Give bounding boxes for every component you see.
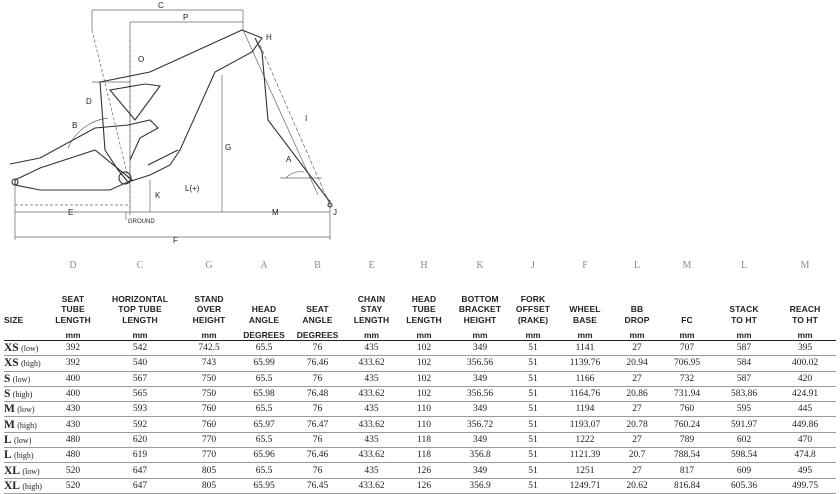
size-cell (4, 371, 46, 386)
column-letter: M (800, 259, 810, 271)
size-variant: (low) (17, 405, 35, 415)
column-letter: L (740, 259, 748, 271)
table-cell: 27 (614, 402, 660, 417)
column-letter: A (260, 259, 268, 271)
table-cell: 400 (46, 386, 100, 401)
table-cell: 567 (100, 371, 180, 386)
table-cell: 65.5 (238, 463, 290, 478)
column-header-line (290, 294, 345, 305)
column-header-line: BB (630, 304, 644, 314)
table-cell: 27 (614, 341, 660, 356)
table-cell: 433.62 (345, 478, 398, 493)
table-cell: 430 (46, 402, 100, 417)
column-header-line: SEAT (306, 304, 329, 314)
table-cell: 433.62 (345, 417, 398, 432)
units-row (4, 327, 836, 341)
size-cell (4, 402, 46, 417)
size-label: XS (4, 342, 19, 355)
table-cell: 1141 (556, 341, 614, 356)
column-unit: DEGREES (238, 327, 290, 341)
column-header-line: WHEEL (569, 304, 601, 314)
table-cell: 76 (290, 402, 345, 417)
table-cell: 126 (398, 478, 450, 493)
column-unit: mm (398, 327, 450, 341)
table-cell: 760 (180, 417, 238, 432)
size-label: L (4, 433, 12, 446)
table-cell: 602 (714, 432, 774, 447)
column-header (510, 276, 556, 327)
table-cell: 356.9 (450, 478, 510, 493)
table-cell: 565 (100, 386, 180, 401)
column-header (238, 276, 290, 327)
table-row (4, 478, 836, 493)
table-cell: 102 (398, 341, 450, 356)
table-cell: 620 (100, 432, 180, 447)
table-row (4, 448, 836, 463)
column-letter: K (476, 259, 484, 271)
table-cell: 118 (398, 448, 450, 463)
label-i: I (305, 114, 308, 123)
table-cell: 605.36 (714, 478, 774, 493)
column-header-line: DROP (624, 314, 650, 325)
table-cell: 20.94 (614, 356, 660, 371)
table-cell: 110 (398, 402, 450, 417)
table-cell: 1164.76 (556, 386, 614, 401)
table-cell: 520 (46, 463, 100, 478)
table-cell: 110 (398, 417, 450, 432)
column-letter: C (136, 259, 144, 271)
table-cell: 76 (290, 432, 345, 447)
table-cell: 595 (714, 402, 774, 417)
column-header (290, 276, 345, 327)
table-cell: 474.8 (774, 448, 836, 463)
column-header-line: LENGTH (122, 314, 158, 325)
table-cell: 420 (774, 371, 836, 386)
column-header-line: STAY (360, 304, 383, 314)
size-variant: (low) (21, 344, 39, 354)
column-header-line: OVER (196, 304, 222, 314)
column-letter: F (582, 259, 588, 271)
column-header-line: (RAKE) (517, 314, 549, 325)
table-cell: 51 (510, 432, 556, 447)
column-header (345, 276, 398, 327)
letter-spacer (4, 254, 46, 276)
column-letter: M (682, 259, 692, 271)
label-j: J (333, 208, 337, 217)
table-cell: 435 (345, 432, 398, 447)
column-unit: mm (614, 327, 660, 341)
table-cell: 430 (46, 417, 100, 432)
column-header-line: ANGLE (302, 314, 333, 325)
column-header-line: STAND (194, 293, 224, 304)
size-variant: (low) (22, 466, 40, 476)
column-unit: mm (774, 327, 836, 341)
table-cell: 1139.76 (556, 356, 614, 371)
column-unit: mm (714, 327, 774, 341)
table-cell: 65.96 (238, 448, 290, 463)
table-cell: 392 (46, 341, 100, 356)
column-header-line: HEAD (251, 304, 277, 314)
table-row (4, 432, 836, 447)
table-row (4, 341, 836, 356)
table-cell: 805 (180, 463, 238, 478)
table-cell: 1166 (556, 371, 614, 386)
size-label: XL (4, 479, 20, 492)
table-cell: 707 (660, 341, 714, 356)
size-header: SIZE (4, 314, 24, 325)
table-cell: 435 (345, 402, 398, 417)
size-variant: (high) (12, 390, 33, 400)
table-cell: 598.54 (714, 448, 774, 463)
table-cell: 583.86 (714, 386, 774, 401)
column-header-line (774, 294, 836, 305)
size-label: M (4, 418, 15, 431)
table-cell: 424.91 (774, 386, 836, 401)
column-header-line: BASE (572, 314, 598, 325)
table-cell: 65.97 (238, 417, 290, 432)
column-unit: mm (100, 327, 180, 341)
table-cell: 789 (660, 432, 714, 447)
column-header-line: FORK (520, 293, 546, 304)
size-variant: (high) (17, 420, 37, 430)
column-letter: D (69, 259, 77, 271)
table-row (4, 371, 836, 386)
column-header (46, 276, 100, 327)
column-header-line: HEIGHT (192, 314, 226, 325)
label-p: P (183, 13, 189, 22)
table-cell: 392 (46, 356, 100, 371)
table-cell: 805 (180, 478, 238, 493)
label-o: O (138, 55, 145, 64)
table-cell: 647 (100, 478, 180, 493)
table-row (4, 463, 836, 478)
column-header-line: HEIGHT (463, 314, 497, 325)
table-cell: 65.95 (238, 478, 290, 493)
column-header-line: TOP TUBE (118, 304, 162, 314)
table-cell: 743 (180, 356, 238, 371)
table-cell: 499.75 (774, 478, 836, 493)
table-cell: 480 (46, 448, 100, 463)
column-unit: mm (46, 327, 100, 341)
table-cell: 750 (180, 386, 238, 401)
table-cell: 480 (46, 432, 100, 447)
column-header-line: HEAD (411, 293, 437, 304)
column-header (660, 276, 714, 327)
geometry-table (4, 254, 836, 494)
table-cell: 65.99 (238, 356, 290, 371)
column-header-line: REACH (789, 304, 821, 314)
table-cell: 65.5 (238, 402, 290, 417)
table-cell: 118 (398, 432, 450, 447)
column-header-line: TUBE (61, 304, 85, 314)
label-c: C (158, 1, 164, 10)
table-cell: 587 (714, 341, 774, 356)
table-cell: 349 (450, 463, 510, 478)
column-header-line: BRACKET (458, 304, 502, 314)
table-cell: 731.94 (660, 386, 714, 401)
table-cell: 76.47 (290, 417, 345, 432)
table-cell: 102 (398, 371, 450, 386)
table-cell: 51 (510, 463, 556, 478)
column-letter: B (314, 259, 321, 271)
table-cell: 20.86 (614, 386, 660, 401)
column-unit: mm (180, 327, 238, 341)
table-cell: 1194 (556, 402, 614, 417)
column-header-line: TO HT (731, 314, 757, 325)
table-cell: 51 (510, 417, 556, 432)
table-cell: 76.46 (290, 448, 345, 463)
column-header-line (614, 294, 660, 305)
column-header-line: TO HT (792, 314, 818, 325)
table-cell: 356.56 (450, 386, 510, 401)
table-cell: 742.5 (180, 341, 238, 356)
column-unit: mm (510, 327, 556, 341)
table-cell: 760.24 (660, 417, 714, 432)
table-cell: 435 (345, 463, 398, 478)
table-cell: 356.8 (450, 448, 510, 463)
table-cell: 1193.07 (556, 417, 614, 432)
column-header-line: HORIZONTAL (111, 293, 169, 304)
table-cell: 817 (660, 463, 714, 478)
table-cell: 435 (345, 371, 398, 386)
table-cell: 76.45 (290, 478, 345, 493)
table-cell: 591.97 (714, 417, 774, 432)
table-cell: 445 (774, 402, 836, 417)
column-header (180, 276, 238, 327)
size-cell (4, 463, 46, 478)
column-header-line: LENGTH (406, 314, 442, 325)
table-cell: 51 (510, 478, 556, 493)
table-row (4, 356, 836, 371)
table-cell: 619 (100, 448, 180, 463)
table-cell: 76 (290, 341, 345, 356)
column-header-line (238, 294, 290, 305)
diagram-labels (68, 1, 337, 245)
table-cell: 770 (180, 432, 238, 447)
table-cell: 76.48 (290, 386, 345, 401)
table-cell: 542 (100, 341, 180, 356)
table-cell: 27 (614, 371, 660, 386)
table-cell: 356.72 (450, 417, 510, 432)
size-variant: (low) (12, 374, 31, 384)
label-e: E (68, 208, 74, 217)
table-cell: 433.62 (345, 356, 398, 371)
column-header-line: CHAIN (357, 293, 386, 304)
column-header (614, 276, 660, 327)
table-cell: 760 (180, 402, 238, 417)
size-cell (4, 432, 46, 447)
column-header-line: ANGLE (248, 314, 280, 325)
column-header-line (556, 294, 614, 305)
table-cell: 27 (614, 432, 660, 447)
column-header (774, 276, 836, 327)
table-cell: 65.98 (238, 386, 290, 401)
column-header-line: BOTTOM (461, 293, 499, 304)
column-header (450, 276, 510, 327)
table-cell: 584 (714, 356, 774, 371)
dimension-lines (15, 10, 330, 240)
table-cell: 51 (510, 371, 556, 386)
table-cell: 400.02 (774, 356, 836, 371)
table-cell: 592 (100, 417, 180, 432)
table-cell: 349 (450, 402, 510, 417)
label-k: K (155, 191, 161, 200)
column-header-line (714, 294, 774, 305)
table-row (4, 386, 836, 401)
column-letter: G (205, 259, 213, 271)
table-cell: 706.95 (660, 356, 714, 371)
size-variant: (high) (14, 451, 34, 461)
geometry-table-body (4, 254, 836, 493)
table-cell: 51 (510, 448, 556, 463)
table-cell: 1251 (556, 463, 614, 478)
column-unit: DEGREES (290, 327, 345, 341)
table-cell: 788.54 (660, 448, 714, 463)
size-variant: (low) (14, 435, 32, 445)
size-cell (4, 356, 46, 371)
column-header-line (660, 294, 714, 305)
column-header-line: LENGTH (353, 314, 390, 325)
table-cell: 51 (510, 356, 556, 371)
size-cell (4, 386, 46, 401)
table-cell: 76.46 (290, 356, 345, 371)
column-header (398, 276, 450, 327)
table-cell: 449.86 (774, 417, 836, 432)
table-cell: 760 (660, 402, 714, 417)
label-m: M (272, 208, 279, 217)
table-cell: 102 (398, 386, 450, 401)
label-h: H (266, 33, 272, 42)
table-cell: 27 (614, 463, 660, 478)
table-cell: 520 (46, 478, 100, 493)
label-f: F (173, 236, 178, 245)
label-d: D (86, 97, 92, 106)
size-cell (4, 478, 46, 493)
size-label: S (4, 372, 11, 385)
table-row (4, 417, 836, 432)
column-header-line: SEAT (61, 293, 85, 304)
size-label: XL (4, 464, 20, 477)
table-cell: 609 (714, 463, 774, 478)
table-cell: 51 (510, 402, 556, 417)
column-letter: H (420, 259, 428, 271)
table-cell: 540 (100, 356, 180, 371)
table-cell: 433.62 (345, 386, 398, 401)
header-row (4, 276, 836, 327)
table-cell: 51 (510, 386, 556, 401)
table-cell: 1249.71 (556, 478, 614, 493)
table-cell: 20.62 (614, 478, 660, 493)
table-cell: 593 (100, 402, 180, 417)
column-unit: mm (450, 327, 510, 341)
table-cell: 349 (450, 371, 510, 386)
column-letter: J (531, 259, 535, 271)
size-variant: (high) (22, 481, 42, 491)
column-header-line: LENGTH (55, 314, 91, 325)
size-cell (4, 448, 46, 463)
size-cell (4, 417, 46, 432)
table-cell: 20.78 (614, 417, 660, 432)
table-cell: 470 (774, 432, 836, 447)
table-cell: 750 (180, 371, 238, 386)
table-cell: 51 (510, 341, 556, 356)
column-header (100, 276, 180, 327)
table-cell: 770 (180, 448, 238, 463)
column-header-line: STACK (729, 304, 759, 314)
table-cell: 1222 (556, 432, 614, 447)
size-label: M (4, 403, 15, 416)
table-cell: 65.5 (238, 432, 290, 447)
column-header (556, 276, 614, 327)
column-header-line: FC (681, 314, 693, 325)
column-letter: L (633, 259, 641, 271)
column-header-line: TUBE (412, 304, 436, 314)
column-unit: mm (556, 327, 614, 341)
table-cell: 102 (398, 356, 450, 371)
table-cell: 435 (345, 341, 398, 356)
size-label: XS (4, 357, 19, 370)
table-row (4, 402, 836, 417)
bike-frame (10, 30, 332, 207)
label-a: A (286, 155, 292, 164)
letter-row (4, 254, 836, 276)
size-label: S (4, 388, 11, 401)
column-letter: E (368, 259, 375, 271)
label-b: B (72, 121, 78, 130)
table-cell: 816.84 (660, 478, 714, 493)
size-label: L (4, 449, 12, 462)
table-cell: 76 (290, 371, 345, 386)
table-cell: 65.5 (238, 341, 290, 356)
table-cell: 76 (290, 463, 345, 478)
table-cell: 732 (660, 371, 714, 386)
table-cell: 20.7 (614, 448, 660, 463)
table-cell: 433.62 (345, 448, 398, 463)
table-cell: 356.56 (450, 356, 510, 371)
column-unit: mm (345, 327, 398, 341)
size-cell (4, 341, 46, 356)
table-cell: 647 (100, 463, 180, 478)
table-cell: 349 (450, 432, 510, 447)
size-variant: (high) (21, 359, 41, 369)
units-spacer (4, 327, 46, 341)
table-cell: 349 (450, 341, 510, 356)
column-header-line (660, 304, 714, 315)
table-cell: 587 (714, 371, 774, 386)
column-header (714, 276, 774, 327)
table-cell: 126 (398, 463, 450, 478)
label-l: L(+) (185, 184, 200, 193)
table-cell: 495 (774, 463, 836, 478)
column-unit: mm (660, 327, 714, 341)
label-ground: GROUND (128, 219, 155, 225)
table-cell: 65.5 (238, 371, 290, 386)
table-cell: 400 (46, 371, 100, 386)
table-cell: 1121.39 (556, 448, 614, 463)
table-cell: 395 (774, 341, 836, 356)
column-header-line: OFFSET (515, 304, 551, 314)
label-g: G (225, 143, 232, 152)
